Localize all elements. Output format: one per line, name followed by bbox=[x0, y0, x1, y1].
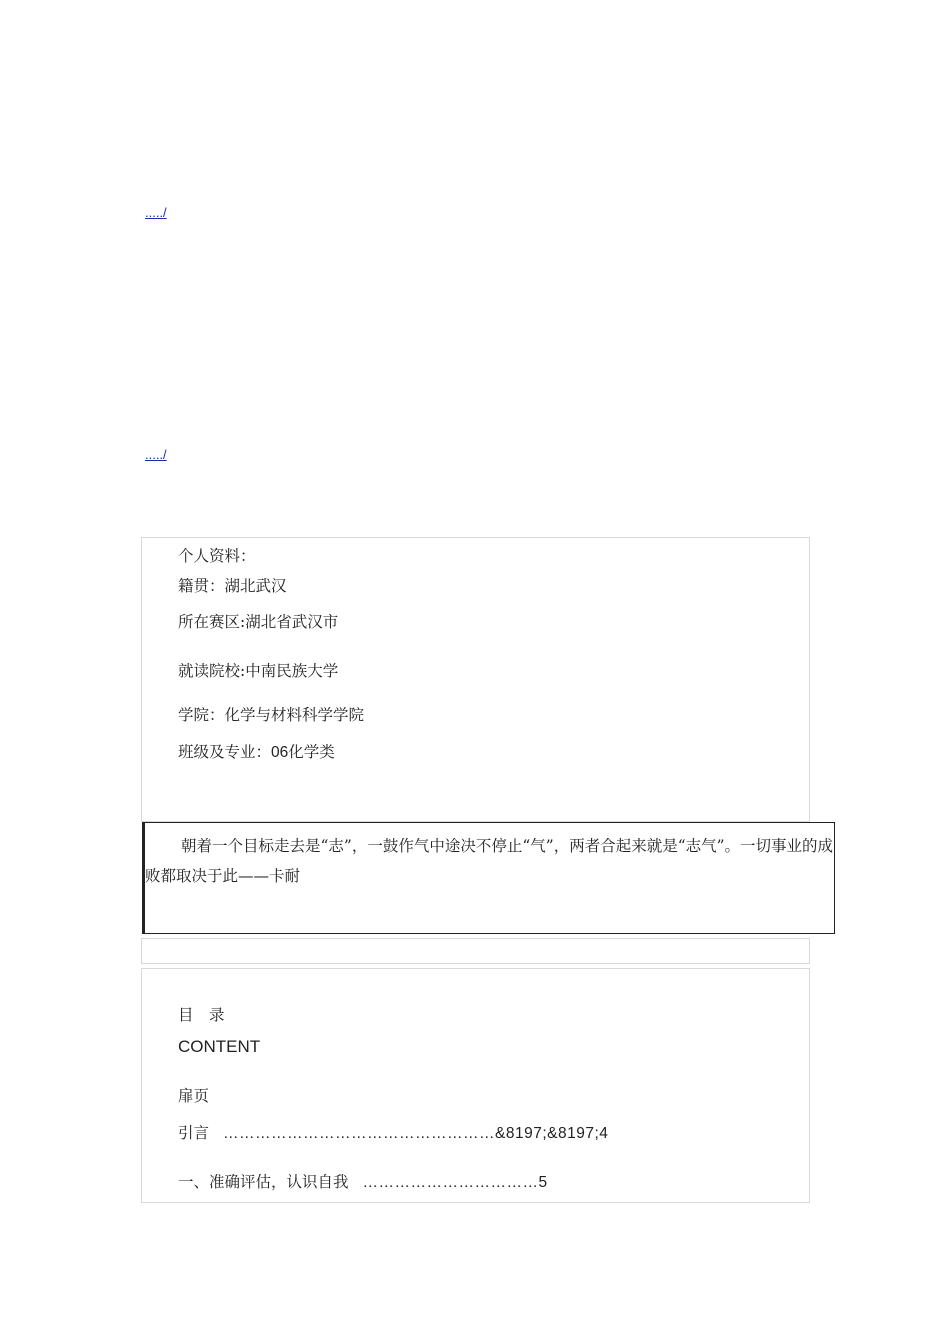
profile-region: 所在赛区:湖北省武汉市 bbox=[178, 613, 339, 631]
toc-item-cover: 扉页 bbox=[178, 1087, 210, 1105]
profile-hometown: 籍贯：湖北武汉 bbox=[178, 577, 287, 595]
profile-class-major: 化学类 bbox=[288, 743, 335, 761]
toc-title: 目 录 bbox=[178, 1006, 225, 1024]
empty-section bbox=[141, 938, 810, 964]
toc-item-intro-leader: ……………………………………………&8197;&8197;4 bbox=[223, 1125, 609, 1142]
profile-section bbox=[141, 537, 810, 822]
doc-link-2[interactable]: ...../ bbox=[145, 447, 167, 462]
toc-item-one-leader: ……………………………5 bbox=[362, 1174, 548, 1191]
quote-section bbox=[142, 822, 835, 934]
doc-link-1[interactable]: ...../ bbox=[145, 205, 167, 220]
toc-item-one bbox=[178, 1170, 548, 1192]
profile-class-label: 班级及专业： bbox=[178, 743, 272, 761]
toc-title-en: CONTENT bbox=[178, 1037, 261, 1056]
toc-item-intro-label: 引言 bbox=[178, 1124, 210, 1142]
motto-quote: 朝着一个目标走去是“志”，一鼓作气中途决不停止“气”，两者合起来就是“志气”。一切事业的成败都取决于此——卡耐 bbox=[145, 837, 834, 885]
profile-class-year: 06 bbox=[271, 744, 289, 761]
table-of-contents bbox=[141, 968, 810, 1203]
toc-item-intro bbox=[178, 1121, 608, 1143]
profile-class bbox=[178, 740, 335, 762]
profile-heading: 个人资料： bbox=[178, 547, 256, 565]
profile-school: 就读院校:中南民族大学 bbox=[178, 662, 339, 680]
profile-college: 学院：化学与材料科学学院 bbox=[178, 706, 365, 724]
toc-item-one-label: 一、准确评估，认识自我 bbox=[178, 1173, 349, 1191]
